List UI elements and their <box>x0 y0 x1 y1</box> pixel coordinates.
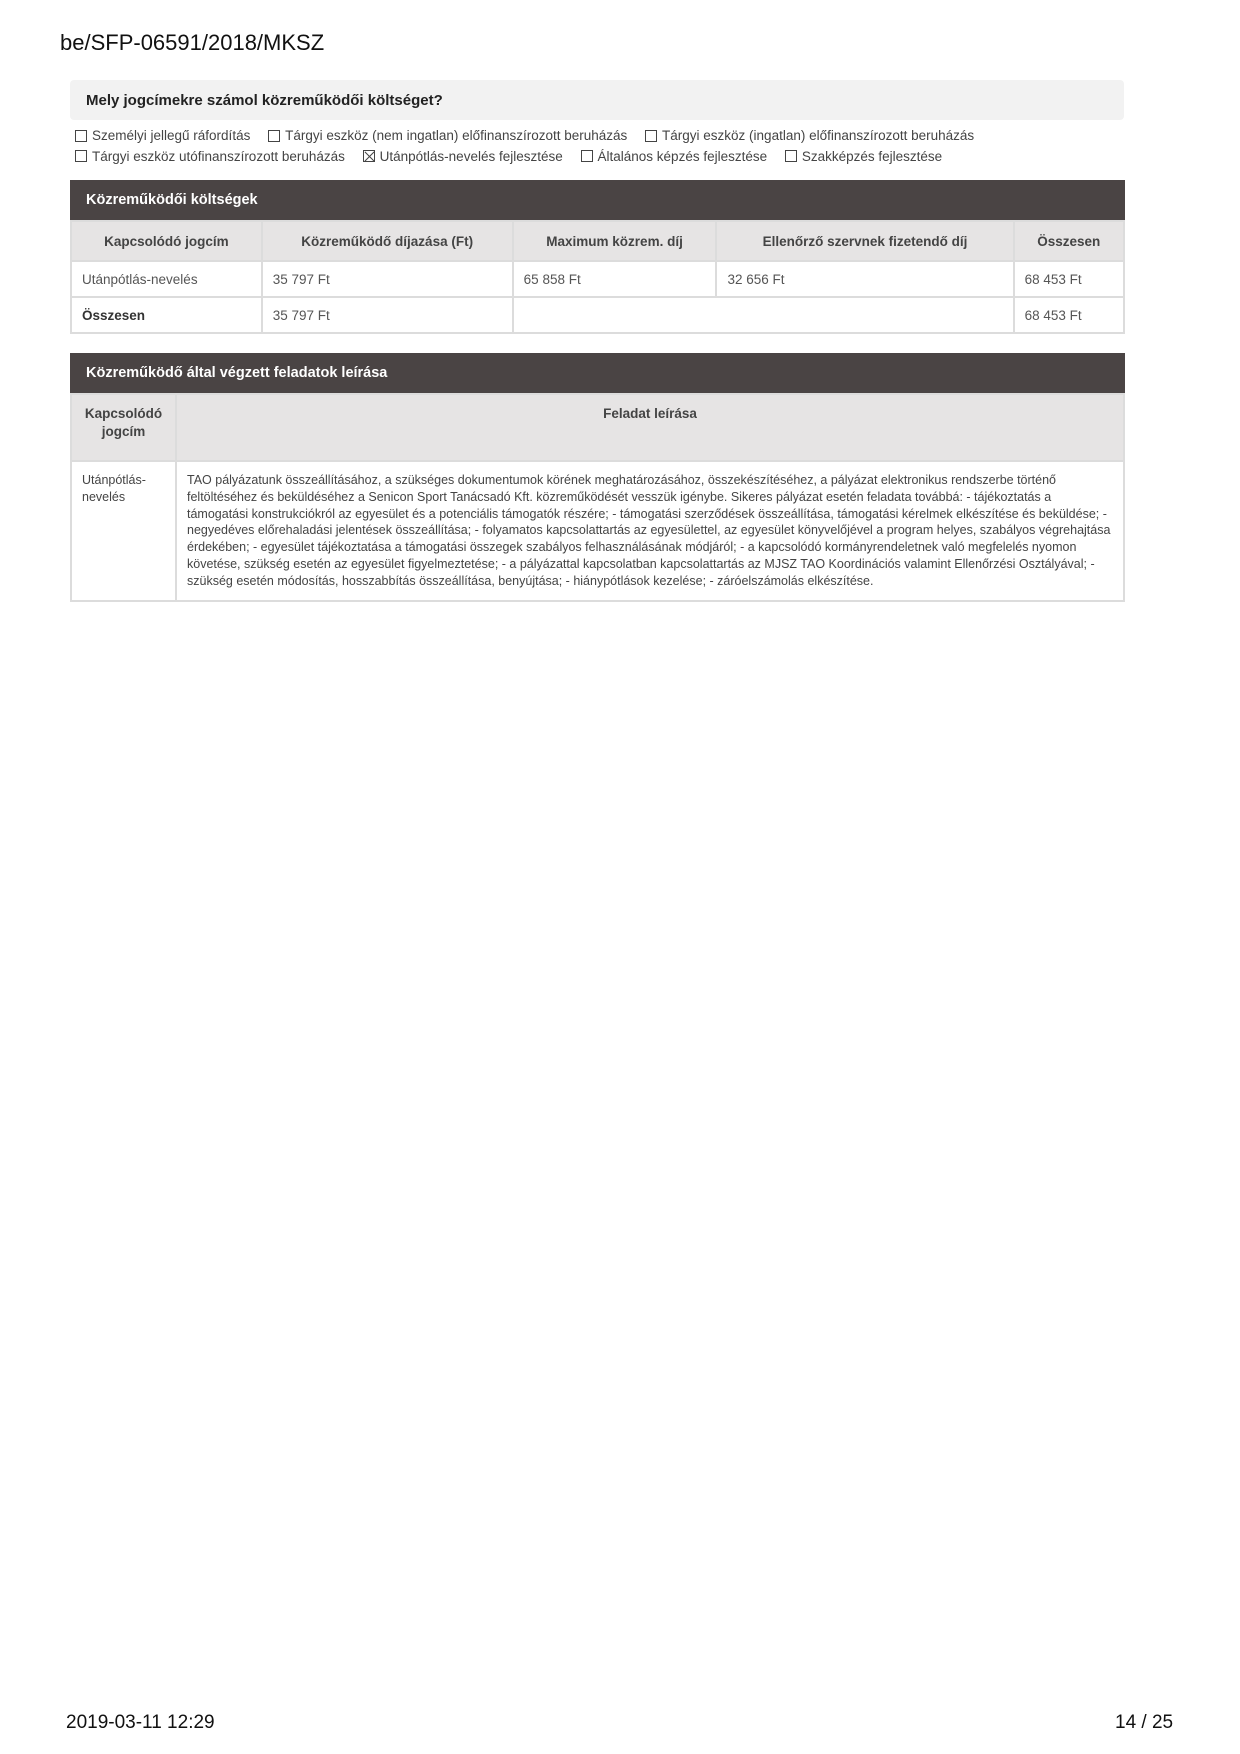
table-cell: 65 858 Ft <box>513 261 717 297</box>
option-label: Szakképzés fejlesztése <box>801 148 943 164</box>
option-asset-property[interactable] <box>645 126 974 145</box>
column-header: Ellenőrző szervnek fizetendő díj <box>716 221 1013 261</box>
tasks-table <box>70 393 1125 602</box>
option-asset-post-financed[interactable] <box>75 147 345 166</box>
option-list <box>75 126 1135 167</box>
option-personnel[interactable] <box>75 126 250 145</box>
total-row <box>71 297 1124 333</box>
table-cell: 68 453 Ft <box>1014 261 1124 297</box>
checkbox-vocational-training[interactable] <box>785 150 797 162</box>
question-box <box>70 80 1124 120</box>
costs-section-title: Közreműködői költségek <box>70 180 1125 220</box>
question-title: Mely jogcímekre számol közreműködői költséget? <box>86 92 443 109</box>
table-cell: 32 656 Ft <box>716 261 1013 297</box>
option-label: Utánpótlás-nevelés fejlesztése <box>379 148 563 164</box>
tasks-section-title: Közreműködő által végzett feladatok leírása <box>70 353 1125 393</box>
column-header: Feladat leírása <box>176 394 1124 461</box>
tasks-section <box>70 353 1125 602</box>
option-vocational-training[interactable] <box>785 147 942 166</box>
table-header-row <box>71 394 1124 461</box>
costs-section <box>70 180 1125 334</box>
option-label: Általános képzés fejlesztése <box>597 148 768 164</box>
option-asset-non-property[interactable] <box>268 126 627 145</box>
total-label: Összesen <box>71 297 262 333</box>
costs-table <box>70 220 1125 334</box>
option-youth-development[interactable] <box>363 147 563 166</box>
column-header: Kapcsolódó jogcím <box>71 394 176 461</box>
total-fee: 35 797 Ft <box>262 297 513 333</box>
footer-datetime: 2019-03-11 12:29 <box>66 1712 215 1733</box>
task-description: TAO pályázatunk összeállításához, a szükséges dokumentumok körének meghatározásához, összekészítéséhez, a pályázat elektronikus rendszerbe történő feltöltéséhez és beküldéséhez a Senicon Sport Tanácsadó Kft. közreműködését vesszük igénybe. Sikeres pályázat esetén feladata továbbá: - tájékoztatás a támogatási konstrukciókról az egyesület és a potenciális támogatók részére; - támogatási szerződések összeállítása, támogatási kérelmek elkészítése és beküldése; - negyedéves előrehaladási jelentések összeállítása; - folyamatos kapcsolattartás az egyesülettel, az egyesület könyvelőjével a program helyes, szabályos végrehajtása érdekében; - egyesület tájékoztatása a támogatási összegek szabályos felhasználásának módjáról; - a kapcsolódó kormányrendeletnek való megfelelés nyomon követése, szükség esetén az egyesület figyelmeztetése; - a pályázattal kapcsolatban kapcsolattartás az MJSZ TAO Koordinációs valamint Ellenőrzési Osztályával; - szükség esetén módosítás, hosszabbítás összeállítása, benyújtása; - hiánypótlások kezelése; - záróelszámolás elkészítése. <box>176 461 1124 601</box>
checkbox-youth-development[interactable] <box>363 150 375 162</box>
empty-cell <box>513 297 1014 333</box>
option-label: Személyi jellegű ráfordítás <box>92 128 251 143</box>
table-cell: Utánpótlás-nevelés <box>71 261 262 297</box>
column-header: Közreműködő díjazása (Ft) <box>262 221 513 261</box>
checkbox-asset-post-financed[interactable] <box>75 150 87 162</box>
column-header: Maximum közrem. díj <box>513 221 717 261</box>
table-header-row <box>71 221 1124 261</box>
total-sum: 68 453 Ft <box>1014 297 1124 333</box>
option-label: Tárgyi eszköz utófinanszírozott beruházás <box>92 148 345 164</box>
column-header: Összesen <box>1014 221 1124 261</box>
table-row <box>71 461 1124 601</box>
checkbox-asset-non-property[interactable] <box>268 130 280 142</box>
option-general-training[interactable] <box>581 147 768 166</box>
column-header: Kapcsolódó jogcím <box>71 221 262 261</box>
checkbox-asset-property[interactable] <box>645 130 657 142</box>
option-label: Tárgyi eszköz (nem ingatlan) előfinanszírozott beruházás <box>285 128 628 143</box>
task-category: Utánpótlás-nevelés <box>71 461 176 601</box>
option-label: Tárgyi eszköz (ingatlan) előfinanszírozott beruházás <box>662 128 975 143</box>
document-id: be/SFP-06591/2018/MKSZ <box>60 30 325 55</box>
checkbox-personnel[interactable] <box>75 130 87 142</box>
checkbox-general-training[interactable] <box>581 150 593 162</box>
page-number: 14 / 25 <box>1115 1712 1174 1733</box>
table-cell: 35 797 Ft <box>262 261 513 297</box>
table-row <box>71 261 1124 297</box>
